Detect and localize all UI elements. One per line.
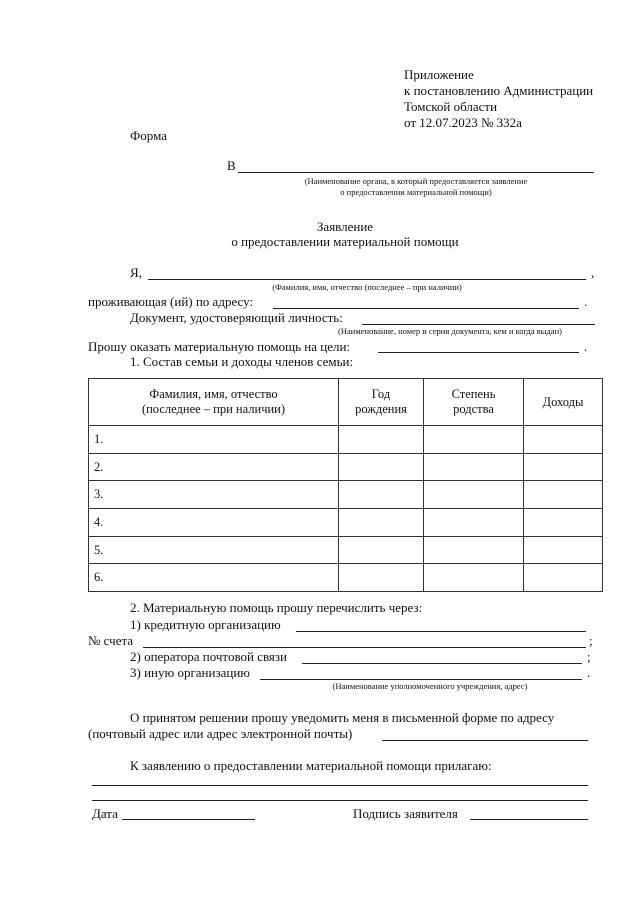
birth-year-cell[interactable] [339, 509, 424, 537]
post-operator-field[interactable] [302, 663, 582, 664]
applicant-name-comma: , [591, 265, 595, 280]
account-number-field[interactable] [143, 647, 586, 648]
birth-year-cell[interactable] [339, 564, 424, 592]
identity-doc-field[interactable] [362, 324, 595, 325]
table-row [89, 453, 603, 481]
col-header-birth-year: Год рождения [339, 379, 424, 426]
date-label: Дата [92, 806, 118, 821]
income-cell[interactable] [524, 509, 603, 537]
identity-doc-note: (Наименование, номер и серия документа, кем и когда выдан) [338, 326, 562, 336]
birth-year-cell[interactable] [339, 536, 424, 564]
address-end: . [584, 294, 588, 309]
birth-year-cell[interactable] [339, 453, 424, 481]
section1-title: 1. Состав семьи и доходы членов семьи: [130, 354, 354, 369]
family-income-table [88, 378, 603, 592]
applicant-i-prefix: Я, [130, 265, 142, 280]
identity-doc-label: Документ, удостоверяющий личность: [130, 310, 343, 325]
form-label: Форма [130, 128, 167, 143]
relation-cell[interactable] [424, 481, 524, 509]
income-cell[interactable] [524, 453, 603, 481]
recipient-note-2: о предоставлении материальной помощи) [340, 187, 492, 197]
address-field[interactable] [273, 308, 579, 309]
recipient-prefix: В [227, 158, 236, 173]
appendix-line-2: к постановлению Администрации [404, 83, 594, 98]
notify-line-1: О принятом решении прошу уведомить меня в письменной форме по адресу [130, 710, 555, 725]
income-cell[interactable] [524, 564, 603, 592]
credit-org-field[interactable] [296, 631, 586, 632]
account-label: № счета [88, 633, 134, 648]
table-header-row [89, 379, 603, 426]
purpose-end: . [584, 339, 588, 354]
address-label: проживающая (ий) по адресу: [88, 294, 254, 309]
income-cell[interactable] [524, 481, 603, 509]
birth-year-cell[interactable] [339, 481, 424, 509]
table-row [89, 481, 603, 509]
appendix-line-4: от 12.07.2023 № 332а [404, 115, 522, 130]
purpose-label: Прошу оказать материальную помощь на цели: [88, 339, 351, 354]
income-cell[interactable] [524, 426, 603, 454]
date-field[interactable] [122, 819, 255, 820]
table-row [89, 426, 603, 454]
recipient-note-1: (Наименование органа, в который предоставляется заявление [304, 176, 528, 186]
col-header-relation: Степень родства [424, 379, 524, 426]
row-number[interactable]: 5. [89, 536, 339, 564]
purpose-field[interactable] [378, 352, 579, 353]
post-operator-label: 2) оператора почтовой связи [130, 649, 288, 664]
row-number[interactable]: 2. [89, 453, 339, 481]
table-row [89, 564, 603, 592]
row-number[interactable]: 6. [89, 564, 339, 592]
appendix-line-1: Приложение [404, 67, 474, 82]
attachments-label: К заявлению о предоставлении материальной помощи прилагаю: [130, 758, 492, 773]
document-subtitle: о предоставлении материальной помощи [231, 234, 459, 249]
section2-title: 2. Материальную помощь прошу перечислить через: [130, 600, 423, 615]
table-row [89, 536, 603, 564]
relation-cell[interactable] [424, 564, 524, 592]
account-end: ; [589, 633, 593, 648]
document-title: Заявление [316, 219, 374, 234]
applicant-name-note: (Фамилия, имя, отчество (последнее – при наличии) [272, 282, 462, 292]
row-number[interactable]: 4. [89, 509, 339, 537]
col-header-name: Фамилия, имя, отчество (последнее – при наличии) [89, 379, 339, 426]
relation-cell[interactable] [424, 509, 524, 537]
relation-cell[interactable] [424, 536, 524, 564]
appendix-line-3: Томской области [404, 99, 498, 114]
credit-org-label: 1) кредитную организацию [130, 617, 281, 632]
other-org-field[interactable] [260, 679, 582, 680]
table-row [89, 509, 603, 537]
relation-cell[interactable] [424, 453, 524, 481]
attachments-field-1[interactable] [92, 785, 588, 786]
row-number[interactable]: 3. [89, 481, 339, 509]
notify-line-2: (почтовый адрес или адрес электронной почты) [88, 726, 353, 741]
other-org-note: (Наименование уполномоченного учреждения, адрес) [332, 681, 528, 691]
recipient-field[interactable] [238, 172, 594, 173]
col-header-income: Доходы [524, 379, 603, 426]
birth-year-cell[interactable] [339, 426, 424, 454]
other-org-end: . [587, 665, 591, 680]
other-org-label: 3) иную организацию [130, 665, 251, 680]
income-cell[interactable] [524, 536, 603, 564]
relation-cell[interactable] [424, 426, 524, 454]
row-number[interactable]: 1. [89, 426, 339, 454]
notify-address-field[interactable] [382, 740, 588, 741]
post-operator-end: ; [587, 649, 591, 664]
applicant-name-field[interactable] [148, 279, 586, 280]
signature-label: Подпись заявителя [353, 806, 458, 821]
attachments-field-2[interactable] [92, 800, 588, 801]
signature-field[interactable] [470, 819, 588, 820]
